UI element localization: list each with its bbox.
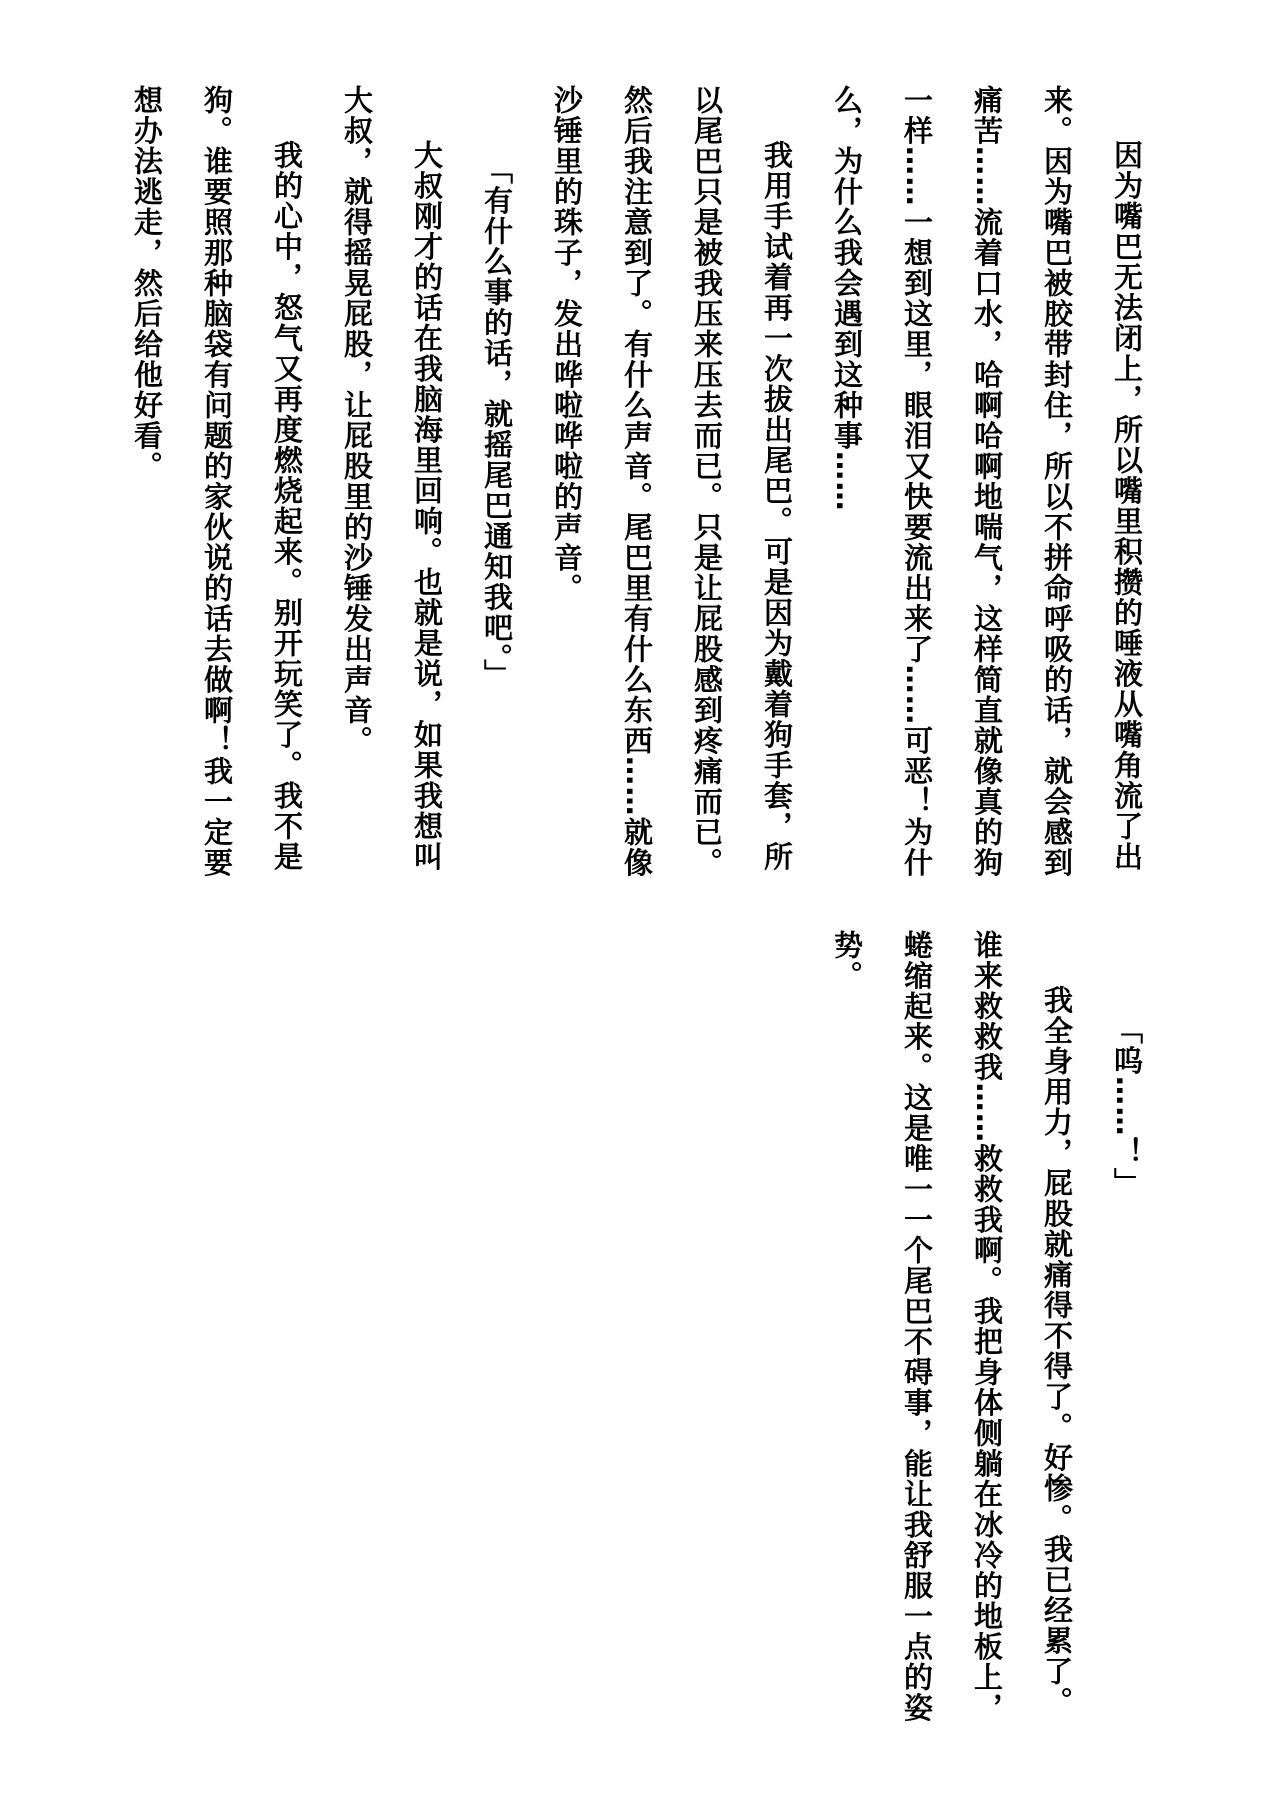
dialogue-line-whimper: 「呜……！」: [1110, 1015, 1144, 1198]
paragraph-narration-1: 因为嘴巴无法闭上，所以嘴里积攒的唾液从嘴角流了出来。因为嘴巴被胶带封住，所以不拼命呼吸的话，就会感到痛苦……流着口水，哈啊哈啊地喘气，这样简直就像真的狗一样……一想到这里，眼泪又快要流出来了……可恶！为什么，为什么我会遇到这种事……: [830, 85, 1144, 878]
paragraph-narration-5: 我全身用力，屁股就痛得不得了。好惨。我已经累了。谁来救救我……救救我啊。我把身体侧躺在冰冷的地板上，蜷缩起来。这是唯一一个尾巴不碍事，能让我舒服一点的姿势。: [830, 930, 1074, 1723]
dialogue-line-shake-tail: 「有什么事的话，就摇尾巴通知我吧。」: [480, 155, 514, 690]
paragraph-narration-4: 我的心中，怒气又再度燃烧起来。别开玩笑了。我不是狗。谁要照那种脑袋有问题的家伙说的话去做啊！我一定要想办法逃走，然后给他好看。: [130, 85, 304, 878]
paragraph-narration-3: 大叔刚才的话在我脑海里回响。也就是说，如果我想叫大叔，就得摇晃屁股，让屁股里的沙锤发出声音。: [340, 85, 444, 872]
paragraph-narration-2: 我用手试着再一次拔出尾巴。可是因为戴着狗手套，所以尾巴只是被我压来压去而已。只是让屁股感到疼痛而已。然后我注意到了。有什么声音。尾巴里有什么东西……就像沙锤里的珠子，发出哗啦哗啦的声音。: [550, 85, 794, 878]
lower-text-block: [812, 930, 1162, 1725]
upper-text-block: [112, 85, 1162, 880]
